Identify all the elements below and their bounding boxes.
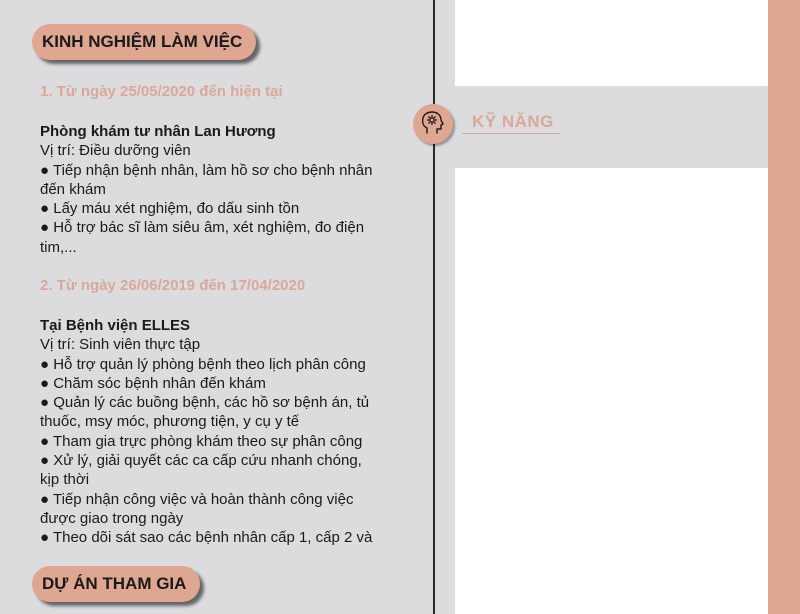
right-panel-top [455,0,768,86]
column-divider [433,0,435,614]
accent-strip [768,0,800,614]
skills-heading: KỸ NĂNG [472,112,554,131]
job-2-line: thuốc, msy móc, phương tiện, y cụ y tế [40,413,300,431]
job-2-details [40,316,430,548]
job-2-line: kịp thời [40,471,90,489]
experience-heading: KINH NGHIỆM LÀM VIỆC [32,24,256,60]
skills-underline [462,133,560,134]
right-panel-bottom [455,168,768,614]
job-2-line: ● Quản lý các buồng bệnh, các hồ sơ bệnh án, tủ [40,394,370,412]
job-2-period: 2. Từ ngày 26/06/2019 đến 17/04/2020 [40,277,306,294]
job-2-line: ● Hỗ trợ quản lý phòng bệnh theo lịch phân công [40,355,366,373]
job-2-line: ● Tham gia trực phòng khám theo sự phân công [40,432,363,450]
job-1-line: ● Hỗ trợ bác sĩ làm siêu âm, xét nghiệm, đo điện [40,219,365,237]
job-1-company: Phòng khám tư nhân Lan Hương [40,123,276,140]
job-1-line: tim,... [40,238,77,256]
job-1-line: đến khám [40,180,106,198]
job-2-company: Tại Bệnh viện ELLES [40,317,191,334]
job-2-line: ● Chăm sóc bệnh nhân đến khám [40,374,266,392]
job-1-line: ● Tiếp nhận bệnh nhân, làm hồ sơ cho bệnh nhân [40,161,373,179]
job-2-line: ● Xử lý, giải quyết các ca cấp cứu nhanh chóng, [40,452,362,470]
job-2-line: được giao trong ngày [40,509,184,527]
projects-heading: DỰ ÁN THAM GIA [32,566,200,602]
job-2-position: Vị trí: Sinh viên thực tập [40,336,201,354]
job-1-line: ● Lấy máu xét nghiệm, đo dấu sinh tồn [40,200,300,218]
job-2-line: ● Theo dõi sát sao các bệnh nhân cấp 1, cấp 2 và [40,529,373,547]
job-1-period: 1. Từ ngày 25/05/2020 đến hiện tại [40,83,283,100]
job-2-line: ● Tiếp nhận công việc và hoàn thành công việc [40,490,354,508]
job-1-details [40,122,430,257]
head-gear-icon [413,104,453,144]
job-1-position: Vị trí: Điều dưỡng viên [40,142,191,160]
